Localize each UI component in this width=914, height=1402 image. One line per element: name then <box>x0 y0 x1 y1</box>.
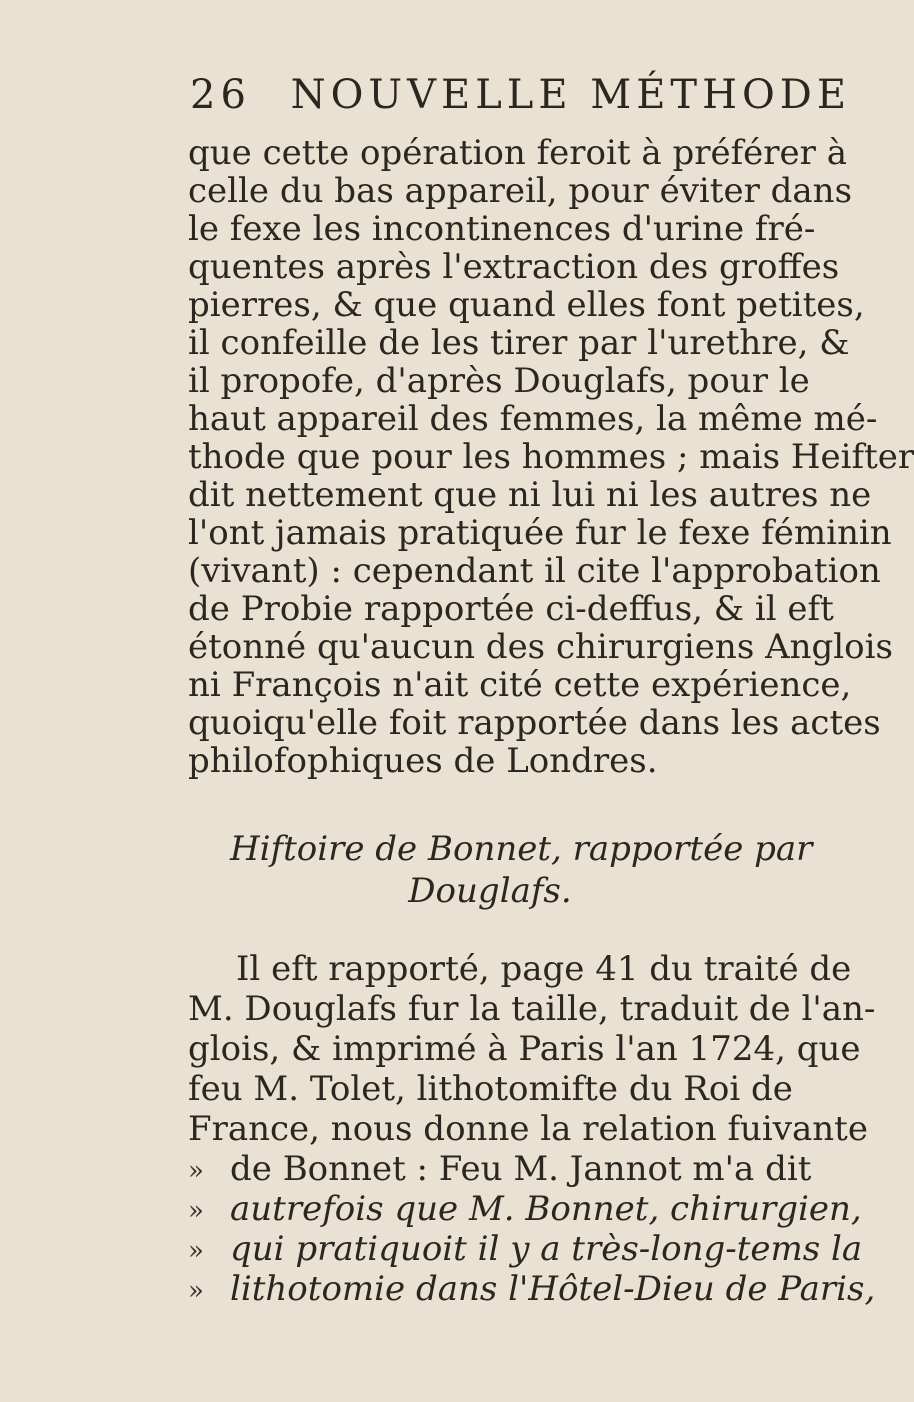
text-line: celle du bas appareil, pour éviter dans <box>188 171 853 211</box>
page-number: 26 <box>190 72 251 118</box>
section-title-line-2: Douglafs. <box>408 871 572 911</box>
text-line: pierres, & que quand elles font petites, <box>188 285 865 325</box>
quote-line: qui pratiquoit il y a très-long-tems la <box>230 1229 863 1269</box>
text-line: dit nettement que ni lui ni les autres ne <box>188 475 872 515</box>
quote-mark: » <box>188 1276 204 1306</box>
quote-line: de Bonnet : Feu M. Jannot m'a dit <box>230 1149 812 1189</box>
quote-mark: » <box>188 1156 204 1186</box>
text-line: philofophiques de Londres. <box>188 741 658 781</box>
quote-mark: » <box>188 1196 204 1226</box>
quote-line: autrefois que M. Bonnet, chirurgien, <box>230 1189 862 1229</box>
text-line: thode que pour les hommes ; mais Heifter <box>188 437 914 477</box>
text-line: M. Douglafs fur la taille, traduit de l'an- <box>188 989 876 1029</box>
text-line: quentes après l'extraction des groffes <box>188 247 840 287</box>
text-line: glois, & imprimé à Paris l'an 1724, que <box>188 1029 861 1069</box>
section-title-line-1: Hiftoire de Bonnet, rapportée par <box>230 829 813 869</box>
text-line: France, nous donne la relation fuivante <box>188 1109 868 1149</box>
quote-mark: » <box>188 1236 204 1266</box>
text-line: (vivant) : cependant il cite l'approbation <box>188 551 881 591</box>
text-line: il confeille de les tirer par l'urethre, & <box>188 323 850 363</box>
text-line: de Probie rapportée ci-deffus, & il eft <box>188 589 834 629</box>
running-title: NOUVELLE MÉTHODE <box>290 72 852 118</box>
text-line: Il eft rapporté, page 41 du traité de <box>236 949 852 989</box>
quote-line: lithotomie dans l'Hôtel-Dieu de Paris, <box>230 1269 876 1309</box>
running-header <box>190 72 851 118</box>
text-line: ni François n'ait cité cette expérience, <box>188 665 852 705</box>
text-line: feu M. Tolet, lithotomifte du Roi de <box>188 1069 793 1109</box>
text-line: haut appareil des femmes, la même mé- <box>188 399 878 439</box>
text-line: quoiqu'elle foit rapportée dans les actes <box>188 703 881 743</box>
text-line: que cette opération feroit à préférer à <box>188 133 847 173</box>
text-line: le fexe les incontinences d'urine fré- <box>188 209 816 249</box>
text-line: étonné qu'aucun des chirurgiens Anglois <box>188 627 893 667</box>
text-line: il propofe, d'après Douglafs, pour le <box>188 361 810 401</box>
text-line: l'ont jamais pratiquée fur le fexe féminin <box>188 513 892 553</box>
